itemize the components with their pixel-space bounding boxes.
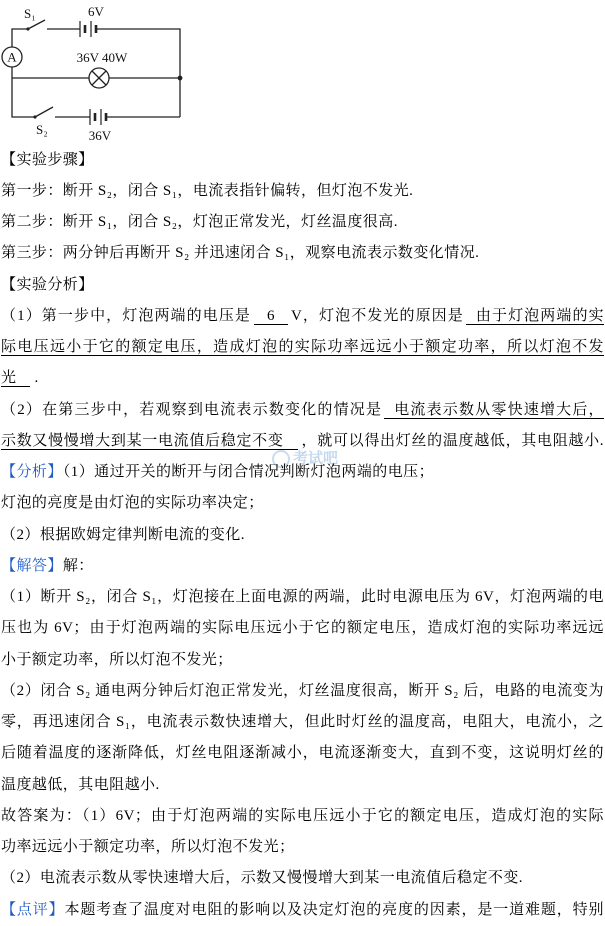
- step-2: 第二步：断开 S₁，闭合 S₂，灯泡正常发光，灯丝温度很高.: [1, 214, 398, 230]
- question-2-blank-cont: 示数又慢慢增大到某一电流值后稳定不变: [1, 433, 298, 450]
- watermark-text: 考试吧: [293, 449, 339, 467]
- answer-line-2: 功率远远小于额定功率，所以灯泡不发光；: [1, 839, 295, 855]
- experiment-analysis-heading: 【实验分析】: [1, 276, 94, 293]
- left-wire: [12, 67, 34, 117]
- question-1-line-3: [0, 363, 605, 394]
- question-2-conclusion: ，就可以得出灯丝的温度越低，其电阻越小.: [301, 432, 604, 449]
- solution-part-1-line-3: 小于额定功率，所以灯泡不发光；: [1, 651, 233, 668]
- comment-label: 【点评】: [1, 901, 65, 918]
- analysis-line-3: （2）根据欧姆定律判断电流的变化.: [1, 526, 245, 543]
- solution-part-1-line-2: 压也为 6V；由于灯泡两端的实际电压远小于它的额定电压，造成灯泡的实际功率远远: [1, 620, 604, 637]
- analysis-text-1: （1）通过开关的断开与闭合情况判断灯泡两端的电压；: [62, 464, 435, 480]
- question-1-end-punct: .: [34, 370, 39, 387]
- solution-part-1-line-1: （1）断开 S₂，闭合 S₁，灯泡接在上面电源的两端，此时电源电压为 6V，灯泡两端的电: [1, 589, 604, 605]
- step-3: 第三步：两分钟后再断开 S₂ 并迅速闭合 S₁，观察电流表示数变化情况.: [1, 245, 480, 262]
- analysis-label: 【分析】: [1, 464, 63, 480]
- battery-1-label: 6V: [88, 4, 104, 19]
- question-1-line-2: [0, 332, 605, 363]
- solution-part-2-line-1: （2）闭合 S₂ 通电两分钟后灯泡正常发光，灯丝温度很高，断开 S₂ 后，电路的电流变为: [1, 682, 604, 699]
- junction-dot: [178, 76, 183, 81]
- question-1-blank-reason-cont: 际电压远小于它的额定电压，造成灯泡的实际功率远远小于额定功率，所以灯泡不发: [1, 339, 604, 355]
- analysis-line-2: 灯泡的亮度是由灯泡的实际功率决定；: [1, 495, 264, 512]
- question-1-line-1: [0, 301, 605, 332]
- comment-line: [0, 895, 605, 926]
- comment-text: 本题考查了温度对电阻的影响以及决定灯泡的亮度的因素，是一道难题，特别: [64, 901, 604, 918]
- document-body: [0, 145, 605, 926]
- top-right-wire: [96, 29, 180, 117]
- switch-2-label: S₂: [36, 122, 48, 137]
- question-2-prompt: （2）在第三步中，若观察到电流表示数变化的情况是: [1, 401, 383, 418]
- step-1: 第一步：断开 S₂，闭合 S₁，电流表指针偏转，但灯泡不发光.: [1, 182, 414, 199]
- question-1-prompt-2: V，灯泡不发光的原因是: [290, 307, 464, 324]
- question-2-line-2: [0, 426, 605, 457]
- answer-line-3: （2）电流表示数从零快速增大后，示数又慢慢增大到某一电流值后稳定不变.: [1, 870, 524, 887]
- switch-1-blade: [28, 20, 45, 29]
- solution-part-2-line-2: 零，再迅速闭合 S₁，电流表示数快速增大，但此时灯丝的温度高，电阻大，电流小，之: [1, 714, 604, 730]
- question-2-blank: 电流表示数从零快速增大后，: [384, 402, 604, 419]
- question-1-blank-reason: 由于灯泡两端的实: [466, 308, 604, 325]
- question-1-blank-voltage: 6: [254, 308, 288, 325]
- circuit-diagram: [0, 0, 190, 145]
- ammeter-label: A: [7, 49, 17, 65]
- switch-1-label: S₁: [24, 6, 36, 21]
- solution-label: 【解答】: [1, 557, 63, 574]
- lamp-rating-label: 36V 40W: [76, 50, 128, 65]
- analysis-line-1: [0, 457, 605, 488]
- solution-intro: 解：: [62, 557, 94, 574]
- battery-2-label: 36V: [88, 128, 112, 143]
- solution-part-2-line-4: 温度越低，其电阻越小.: [1, 776, 160, 793]
- answer-line-1: 故答案为：（1）6V；由于灯泡两端的实际电压远小于它的额定电压，造成灯泡的实际: [1, 807, 604, 824]
- question-2-line-1: [0, 395, 605, 426]
- experiment-steps-heading: 【实验步骤】: [1, 151, 94, 168]
- question-1-prompt: （1）第一步中，灯泡两端的电压是: [1, 307, 252, 324]
- top-left-wire: [12, 29, 27, 47]
- solution-heading: [0, 551, 605, 582]
- question-1-blank-reason-end: 光: [1, 370, 30, 387]
- solution-part-2-line-3: 后随着温度的逐渐降低，灯丝电阻逐渐减小，电流逐渐变大，直到不变，这说明灯丝的: [1, 745, 604, 762]
- switch-2-blade: [35, 107, 53, 117]
